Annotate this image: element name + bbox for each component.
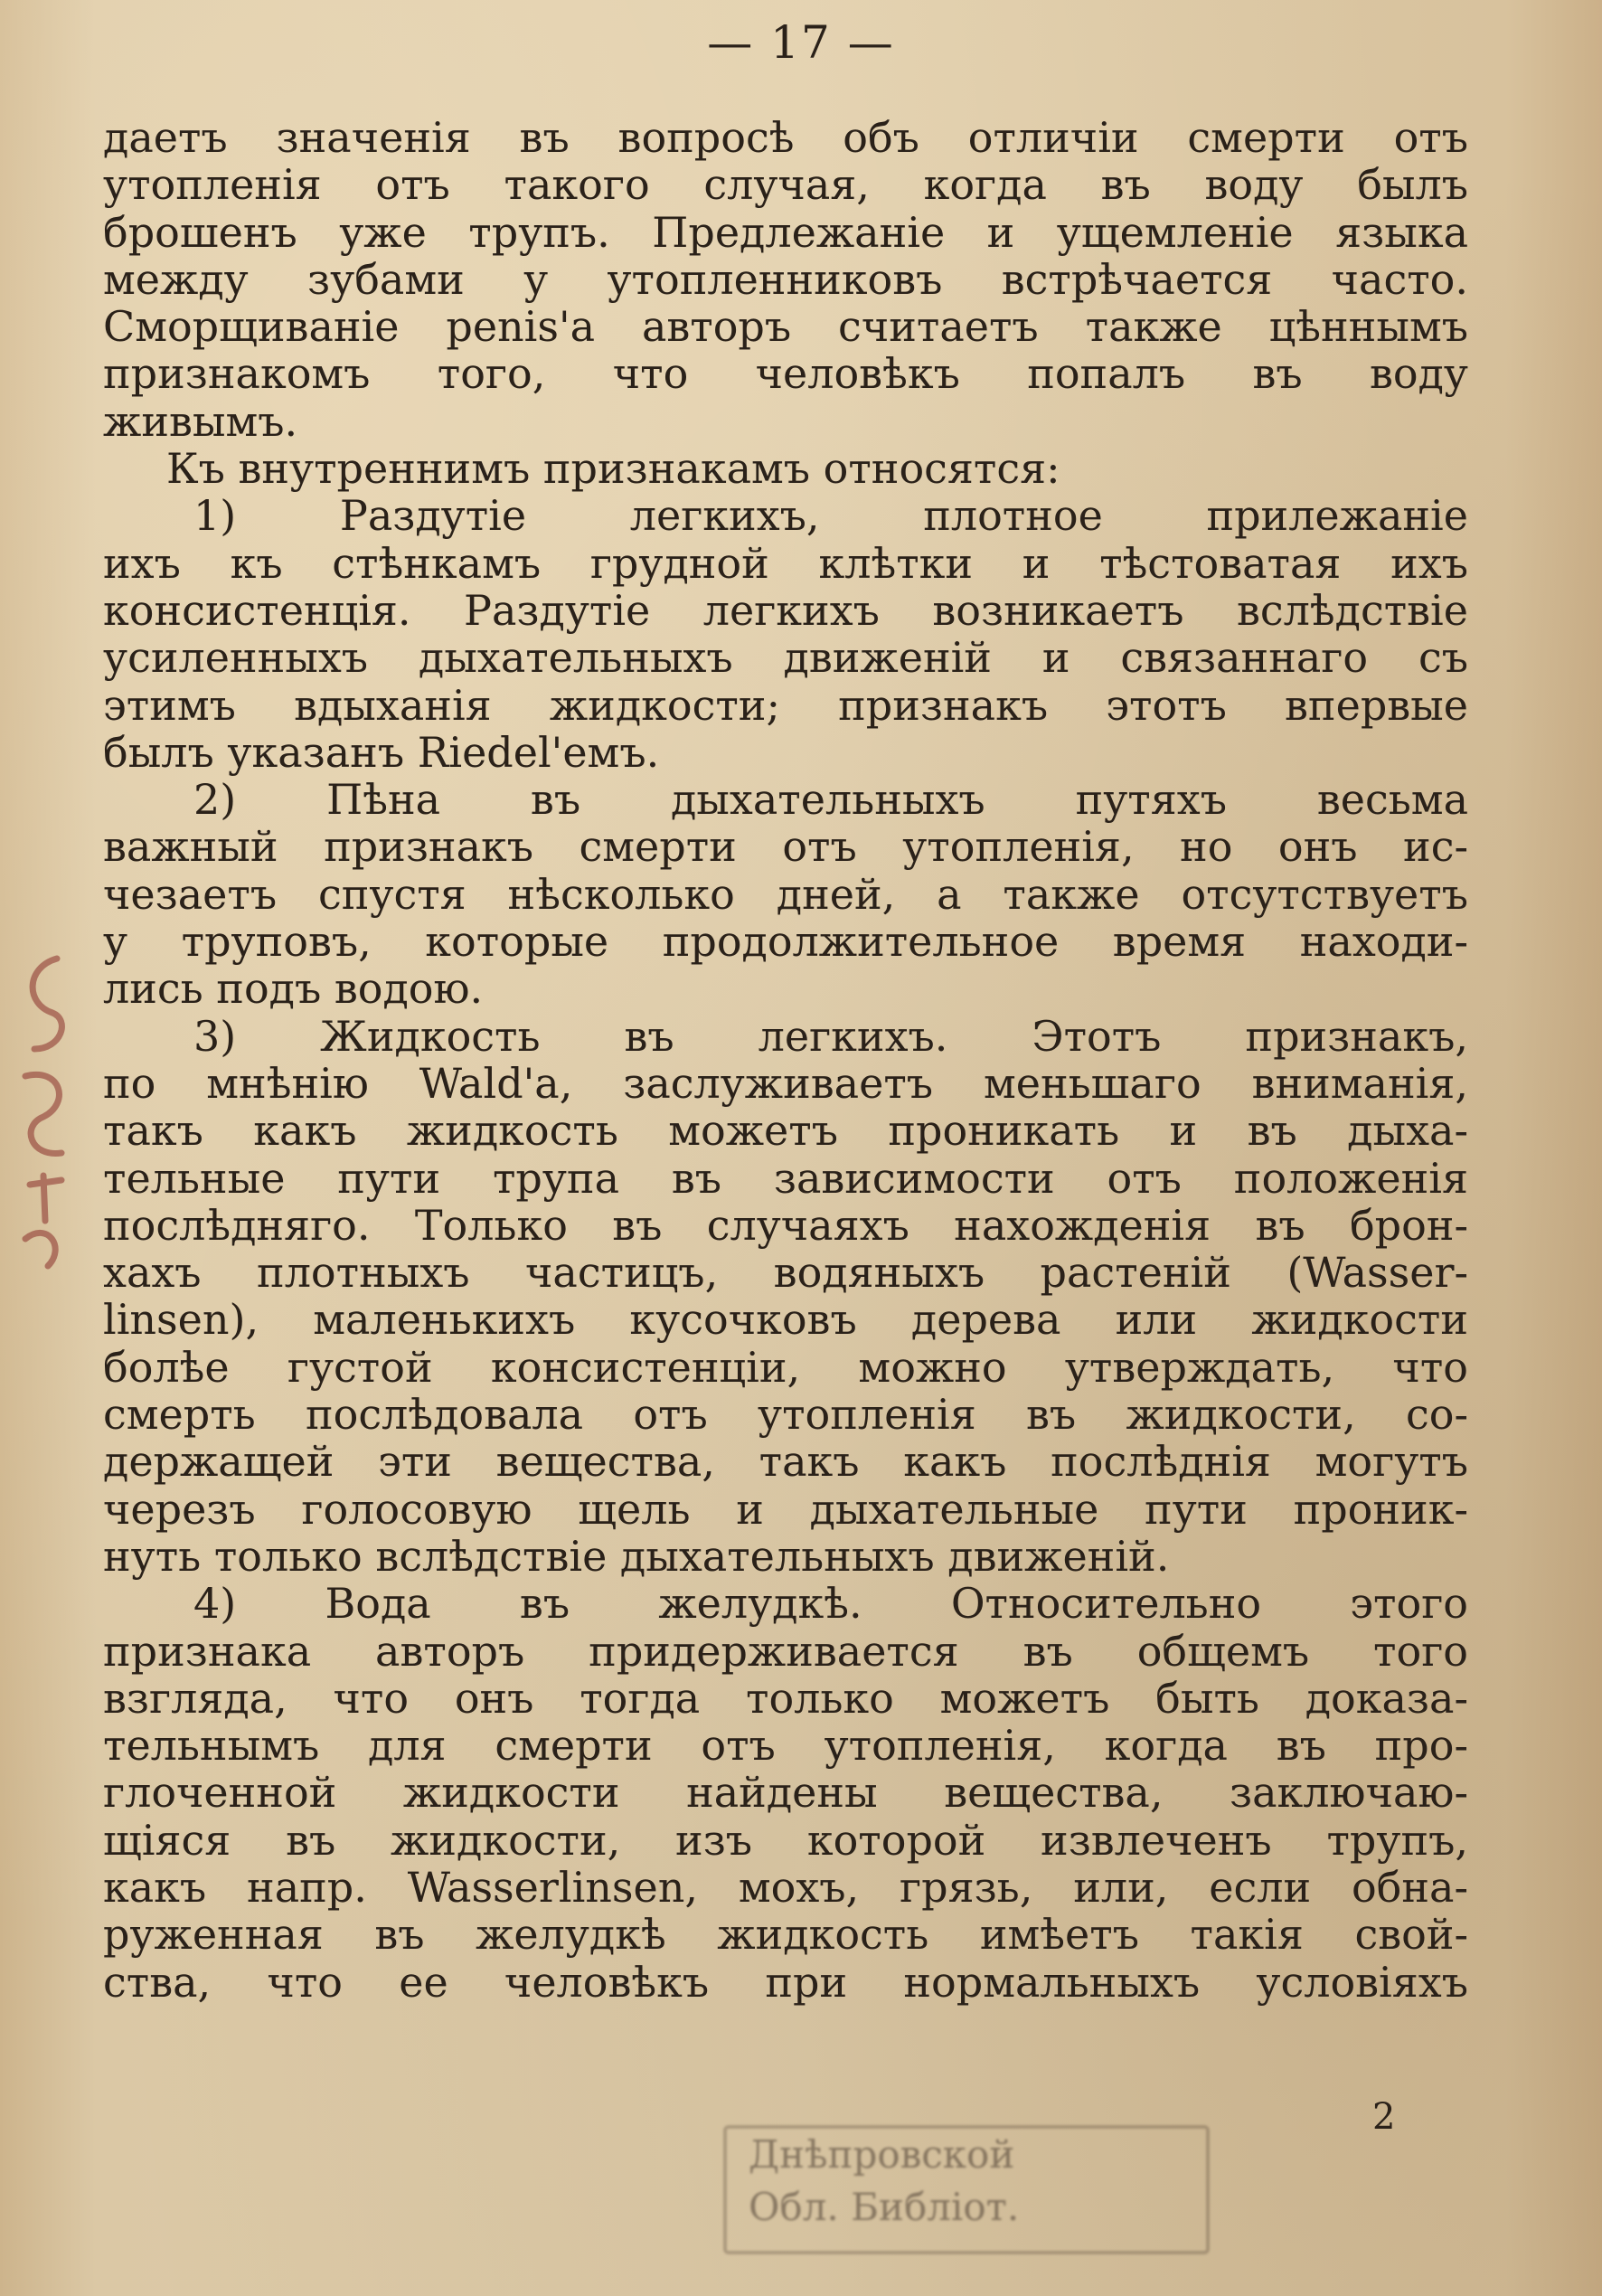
- text-line: чезаетъ спустя нѣсколько дней, а также отсутствуетъ: [103, 870, 1468, 919]
- text-line: нуть только вслѣдствіе дыхательныхъ движеній.: [103, 1532, 1170, 1581]
- text-line: по мнѣнію Wald'a, заслуживаетъ меньшаго вниманія,: [103, 1059, 1468, 1108]
- text-line: болѣе густой консистенціи, можно утверждать, что: [103, 1343, 1468, 1392]
- text-line: живымъ.: [103, 397, 298, 446]
- text-line: 1) Раздутіе легкихъ, плотное прилежаніе: [193, 492, 1468, 540]
- text-line: утопленія отъ такого случая, когда въ воду былъ: [103, 161, 1468, 209]
- text-line: брошенъ уже трупъ. Предлежаніе и ущемленіе языка: [103, 208, 1468, 256]
- signature-mark: 2: [1372, 2096, 1396, 2138]
- text-line: руженная въ желудкѣ жидкость имѣетъ такія свой-: [103, 1911, 1468, 1959]
- text-line: смерть послѣдовала отъ утопленія въ жидкости, со-: [103, 1391, 1468, 1439]
- text-line: хахъ плотныхъ частицъ, водяныхъ растеній (Wasser-: [103, 1249, 1468, 1297]
- text-line: между зубами у утопленниковъ встрѣчается часто.: [103, 255, 1468, 304]
- text-line: признакомъ того, что человѣкъ попалъ въ воду: [103, 350, 1468, 398]
- text-line: взгляда, что онъ тогда только можетъ быть доказа-: [103, 1674, 1468, 1723]
- text-line: 3) Жидкость въ легкихъ. Этотъ признакъ,: [193, 1012, 1468, 1060]
- text-line: ихъ къ стѣнкамъ грудной клѣтки и тѣстоватая ихъ: [103, 539, 1468, 587]
- text-line: усиленныхъ дыхательныхъ движеній и связаннаго съ: [103, 634, 1468, 682]
- text-line: даетъ значенія въ вопросѣ объ отличіи смерти отъ: [103, 114, 1468, 162]
- text-line: лись подъ водою.: [103, 965, 484, 1013]
- text-line: тельнымъ для смерти отъ утопленія, когда въ про-: [103, 1722, 1468, 1770]
- text-line: этимъ вдыханія жидкости; признакъ этотъ впервые: [103, 681, 1468, 729]
- stamp-line: Обл. Библіот.: [749, 2185, 1020, 2229]
- text-line: послѣдняго. Только въ случаяхъ нахожденія въ брон-: [103, 1201, 1468, 1250]
- text-line: держащей эти вещества, такъ какъ послѣднія могутъ: [103, 1438, 1468, 1486]
- body-text: [103, 114, 1468, 2006]
- text-line: важный признакъ смерти отъ утопленія, но онъ ис-: [103, 823, 1468, 871]
- text-line: былъ указанъ Riedel'емъ.: [103, 728, 660, 777]
- library-stamp: [723, 2125, 1210, 2254]
- text-line: признака авторъ придерживается въ общемъ того: [103, 1627, 1468, 1675]
- page-number-header: — 17 —: [707, 16, 895, 69]
- stamp-line: Днѣпровской: [749, 2132, 1015, 2177]
- text-line: 2) Пѣна въ дыхательныхъ путяхъ весьма: [193, 776, 1468, 824]
- text-line: консистенція. Раздутіе легкихъ возникаетъ вслѣдствіе: [103, 586, 1468, 635]
- text-line: у труповъ, которые продолжительное время находи-: [103, 918, 1468, 966]
- text-line: глоченной жидкости найдены вещества, заключаю-: [103, 1769, 1468, 1817]
- text-line: ства, что ее человѣкъ при нормальныхъ условіяхъ: [103, 1958, 1468, 2006]
- text-line: какъ напр. Wasserlinsen, мохъ, грязь, или, если обна-: [103, 1863, 1468, 1912]
- text-line: Къ внутреннимъ признакамъ относятся:: [166, 445, 1060, 493]
- text-line: 4) Вода въ желудкѣ. Относительно этого: [193, 1580, 1468, 1628]
- handwritten-margin-mark: [7, 950, 80, 1275]
- text-line: linsen), маленькихъ кусочковъ дерева или жидкости: [103, 1296, 1468, 1344]
- text-line: щіяся въ жидкости, изъ которой извлеченъ трупъ,: [103, 1816, 1468, 1864]
- text-line: Сморщиваніе penis'a авторъ считаетъ также цѣннымъ: [103, 303, 1468, 351]
- text-line: такъ какъ жидкость можетъ проникать и въ дыха-: [103, 1107, 1468, 1155]
- text-line: черезъ голосовую щель и дыхательные пути проник-: [103, 1485, 1468, 1533]
- text-line: тельные пути трупа въ зависимости отъ положенія: [103, 1154, 1468, 1202]
